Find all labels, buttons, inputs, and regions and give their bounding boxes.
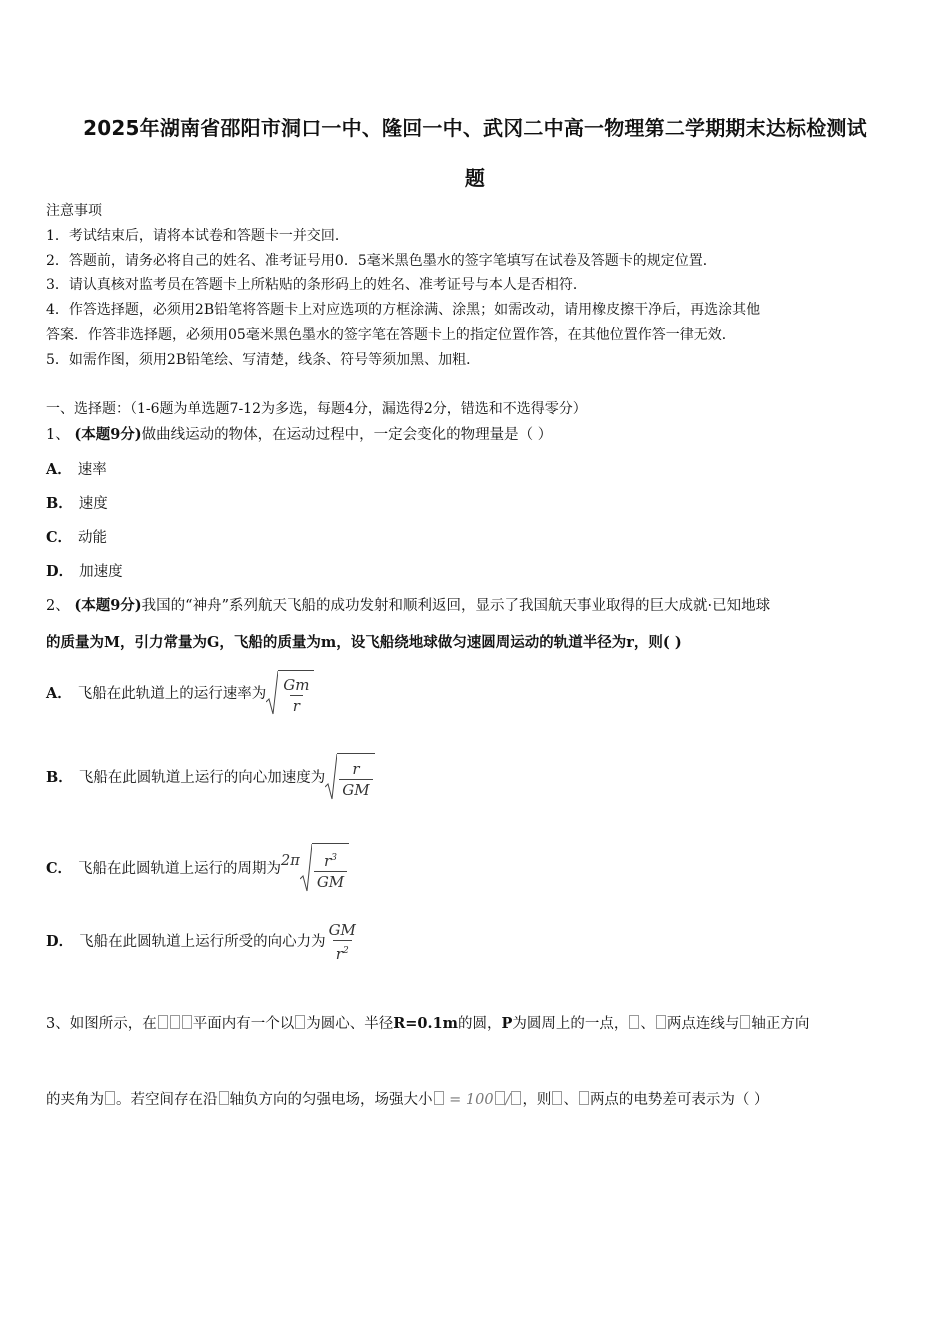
- q3-text: ，则: [522, 1092, 552, 1108]
- q3-text: 轴负方向的匀强电场，场强大小: [229, 1092, 433, 1108]
- question-score: (本题9分): [74, 426, 142, 443]
- missing-glyph-icon: [219, 1091, 229, 1105]
- missing-glyph-icon: [182, 1015, 192, 1029]
- question-3-line2: [46, 1090, 769, 1110]
- notice-item-3: 3．请认真核对监考员在答题卡上所粘贴的条形码上的姓名、准考证号与本人是否相符．: [46, 277, 587, 293]
- option-label: C．: [46, 529, 73, 546]
- exponent: 3: [331, 853, 337, 863]
- question-number: 3、: [46, 1016, 70, 1032]
- question-stem: 做曲线运动的物体，在运动过程中，一定会变化的物理量是（ ）: [141, 427, 553, 443]
- missing-glyph-icon: [495, 1091, 505, 1105]
- q3-text: 、: [640, 1016, 655, 1032]
- fraction-numerator: r: [352, 759, 360, 778]
- option-label: A．: [46, 685, 72, 702]
- q1-option-d: [46, 562, 123, 582]
- q3-text: 轴正方向: [751, 1016, 810, 1032]
- exam-title-line2: 题: [464, 166, 486, 190]
- option-text: 飞船在此圆轨道上运行所受的向心力为: [79, 934, 326, 950]
- missing-glyph-icon: [434, 1091, 444, 1105]
- unit-slash: /: [505, 1092, 511, 1108]
- fraction-denominator: r: [290, 695, 303, 716]
- option-text: 速率: [77, 462, 107, 478]
- option-label: B．: [46, 769, 73, 786]
- sqrt-formula: [300, 843, 349, 895]
- option-text: 动能: [78, 530, 108, 546]
- option-label: A．: [46, 461, 72, 478]
- q2-option-d: [46, 918, 359, 966]
- missing-glyph-icon: [656, 1015, 666, 1029]
- fraction-denominator: GM: [314, 871, 347, 892]
- q3-text: 平面内有一个以: [192, 1016, 295, 1032]
- missing-glyph-icon: [158, 1015, 168, 1029]
- question-2-line2: 的质量为M，引力常量为G，飞船的质量为m，设飞船绕地球做匀速圆周运动的轨道半径为r，则( ): [46, 634, 682, 651]
- sqrt-formula: [266, 670, 314, 718]
- q1-option-c: [46, 528, 107, 548]
- option-text: 飞船在此轨道上的运行速率为: [77, 686, 267, 702]
- field-strength-value: = 100: [444, 1092, 494, 1108]
- notice-item-4: 4．作答选择题，必须用2B铅笔将答题卡上对应选项的方框涂满、涂黑；如需改动，请用橡皮擦干净后，再选涂其他: [46, 302, 761, 318]
- question-score: (本题9分): [74, 597, 142, 614]
- missing-glyph-icon: [552, 1091, 562, 1105]
- fraction-denominator: GM: [339, 779, 372, 800]
- section-heading: 一、选择题：（1-6题为单选题7-12为多选，每题4分，漏选得2分，错选和不选得零分）: [46, 401, 587, 417]
- option-text: 速度: [78, 496, 108, 512]
- q3-text: 两点的电势差可表示为（ ）: [589, 1092, 769, 1108]
- question-stem: 我国的“神舟”系列航天飞船的成功发射和顺利返回，显示了我国航天事业取得的巨大成就·已知地球: [141, 598, 771, 614]
- q3-text: 的圆，: [458, 1016, 502, 1032]
- q2-option-b: [46, 753, 375, 803]
- q3-text: 、: [563, 1092, 578, 1108]
- q3-point: P: [501, 1015, 513, 1032]
- option-text: 加速度: [79, 564, 123, 580]
- q3-text: 。若空间存在沿: [116, 1092, 218, 1108]
- fraction-numerator: Gm: [283, 675, 310, 694]
- notice-item-1: 1．考试结束后，请将本试卷和答题卡一并交回．: [46, 228, 349, 244]
- fraction-denominator: r: [335, 945, 343, 963]
- fraction-numerator: GM: [328, 921, 356, 939]
- q1-option-a: [46, 460, 107, 480]
- fraction-numerator: r: [324, 852, 332, 870]
- question-2-line1: [46, 596, 770, 616]
- missing-glyph-icon: [511, 1091, 521, 1105]
- question-1: [46, 425, 552, 445]
- notice-heading: 注意事项: [46, 203, 102, 219]
- two-pi: 2π: [281, 853, 300, 869]
- option-label: C．: [46, 860, 73, 877]
- option-label: D．: [46, 933, 74, 950]
- option-label: D．: [46, 563, 74, 580]
- q1-option-b: [46, 494, 108, 514]
- notice-item-2: 2．答题前，请务必将自己的姓名、准考证号用0．5毫米黑色墨水的签字笔填写在试卷及答题卡的规定位置．: [46, 253, 717, 269]
- exam-title-line1: 2025年湖南省邵阳市洞口一中、隆回一中、武冈二中高一物理第二学期期末达标检测试: [83, 116, 867, 140]
- q2-option-c: [46, 836, 349, 895]
- q2-option-a: [46, 670, 314, 718]
- q3-text: 为圆心、半径: [306, 1016, 394, 1032]
- q3-text: 为圆周上的一点，: [512, 1016, 629, 1032]
- missing-glyph-icon: [740, 1015, 750, 1029]
- missing-glyph-icon: [170, 1015, 180, 1029]
- option-text: 飞船在此圆轨道上运行的向心加速度为: [78, 770, 326, 786]
- notice-item-5: 5．如需作图，须用2B铅笔绘、写清楚，线条、符号等须加黑、加粗．: [46, 352, 481, 368]
- q3-text: 两点连线与: [666, 1016, 740, 1032]
- question-3-line1: [46, 1014, 809, 1034]
- q3-text: 的夹角为: [46, 1092, 104, 1108]
- missing-glyph-icon: [579, 1091, 589, 1105]
- fraction-formula: [326, 920, 359, 964]
- exponent: 2: [342, 946, 349, 956]
- question-number: 2、: [46, 598, 70, 614]
- missing-glyph-icon: [629, 1015, 639, 1029]
- notice-item-4-cont: 答案．作答非选择题，必须用05毫米黑色墨水的签字笔在答题卡上的指定位置作答，在其他位置作答一律无效．: [46, 327, 736, 343]
- missing-glyph-icon: [295, 1015, 305, 1029]
- option-label: B．: [46, 495, 73, 512]
- question-number: 1、: [46, 427, 70, 443]
- sqrt-formula: [325, 753, 374, 803]
- option-text: 飞船在此圆轨道上运行的周期为: [78, 861, 282, 877]
- q3-radius: R=0.1m: [393, 1015, 459, 1032]
- missing-glyph-icon: [105, 1091, 115, 1105]
- q3-text: 如图所示，在: [69, 1016, 157, 1032]
